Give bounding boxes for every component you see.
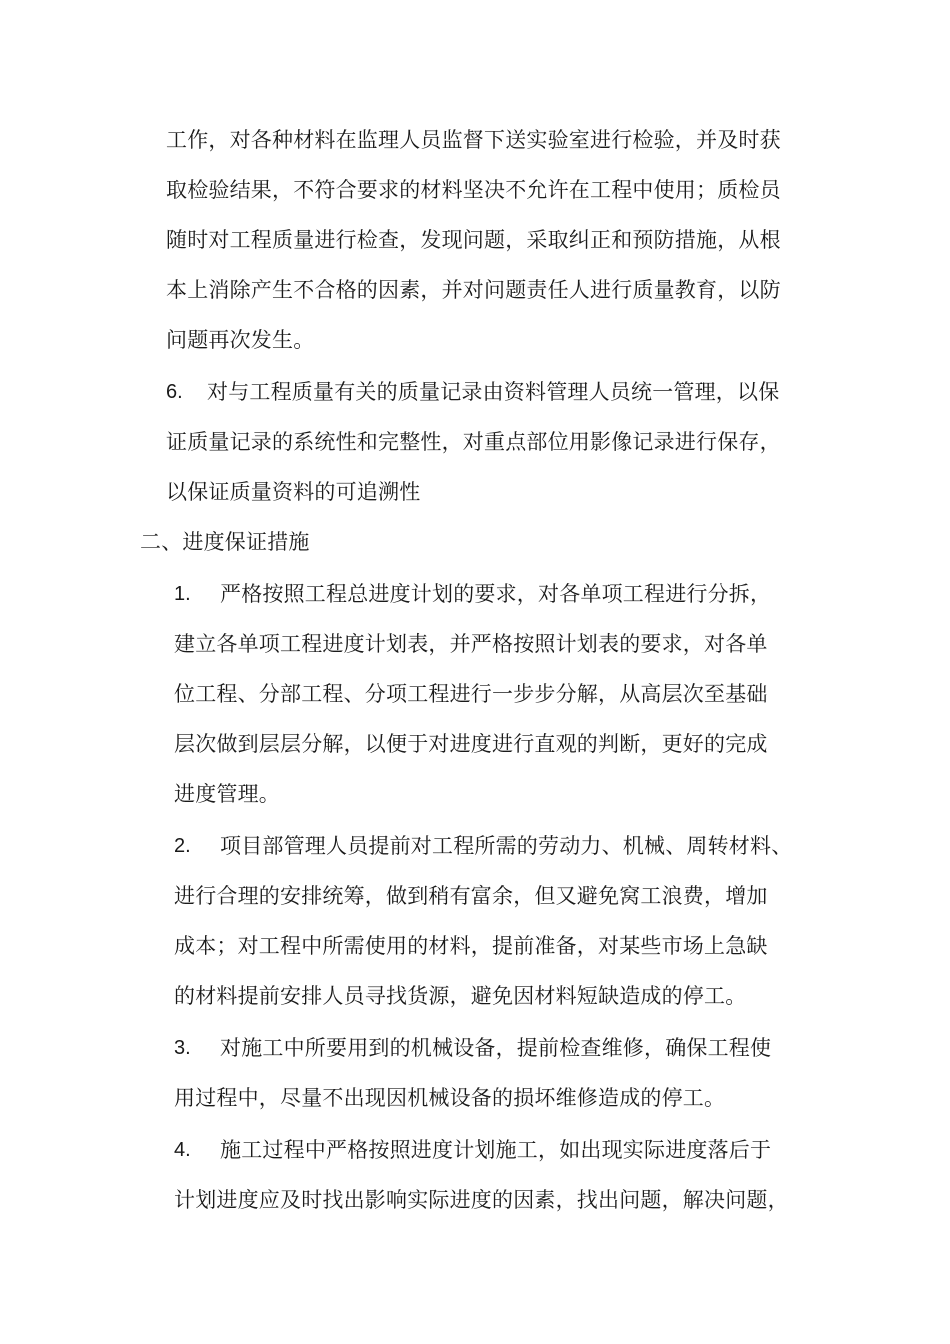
list-item-line: 严格按照工程总进度计划的要求，对各单项工程进行分拆，: [220, 582, 772, 606]
list-item-line: 层次做到层层分解，以便于对进度进行直观的判断，更好的完成: [174, 732, 768, 756]
section-heading: 二、进度保证措施: [140, 530, 310, 554]
list-item-line: 对与工程质量有关的质量记录由资料管理人员统一管理，以保: [207, 380, 780, 404]
list-item-line: 位工程、分部工程、分项工程进行一步步分解，从高层次至基础: [174, 682, 768, 706]
list-item-line: 建立各单项工程进度计划表，并严格按照计划表的要求，对各单: [174, 632, 768, 656]
list-item-number: 1.: [174, 583, 191, 605]
list-item-line: 以保证质量资料的可追溯性: [166, 480, 421, 504]
paragraph-line: 取检验结果，不符合要求的材料坚决不允许在工程中使用；质检员: [166, 178, 781, 202]
paragraph-line: 问题再次发生。: [166, 328, 315, 352]
list-item-line: 成本；对工程中所需使用的材料，提前准备，对某些市场上急缺: [174, 934, 768, 958]
paragraph-line: 工作，对各种材料在监理人员监督下送实验室进行检验，并及时获: [166, 128, 781, 152]
paragraph-line: 随时对工程质量进行检查，发现问题，采取纠正和预防措施，从根: [166, 228, 781, 252]
list-item-line: 用过程中，尽量不出现因机械设备的损坏维修造成的停工。: [174, 1086, 726, 1110]
list-item-line: 施工过程中严格按照进度计划施工，如出现实际进度落后于: [220, 1138, 772, 1162]
list-item-number: 2.: [174, 835, 191, 857]
list-item-line: 项目部管理人员提前对工程所需的劳动力、机械、周转材料、: [220, 834, 793, 858]
list-item-line: 计划进度应及时找出影响实际进度的因素，找出问题，解决问题，: [174, 1188, 789, 1212]
list-item-line: 的材料提前安排人员寻找货源，避免因材料短缺造成的停工。: [174, 984, 747, 1008]
list-item-number: 4.: [174, 1139, 191, 1161]
list-item-number: 3.: [174, 1037, 191, 1059]
list-item-line: 进度管理。: [174, 782, 280, 806]
list-item-line: 证质量记录的系统性和完整性，对重点部位用影像记录进行保存，: [166, 430, 781, 454]
list-item-line: 对施工中所要用到的机械设备，提前检查维修，确保工程使: [220, 1036, 772, 1060]
list-item-number: 6.: [166, 381, 183, 403]
paragraph-line: 本上消除产生不合格的因素，并对问题责任人进行质量教育，以防: [166, 278, 781, 302]
list-item-line: 进行合理的安排统筹，做到稍有富余，但又避免窝工浪费，增加: [174, 884, 768, 908]
